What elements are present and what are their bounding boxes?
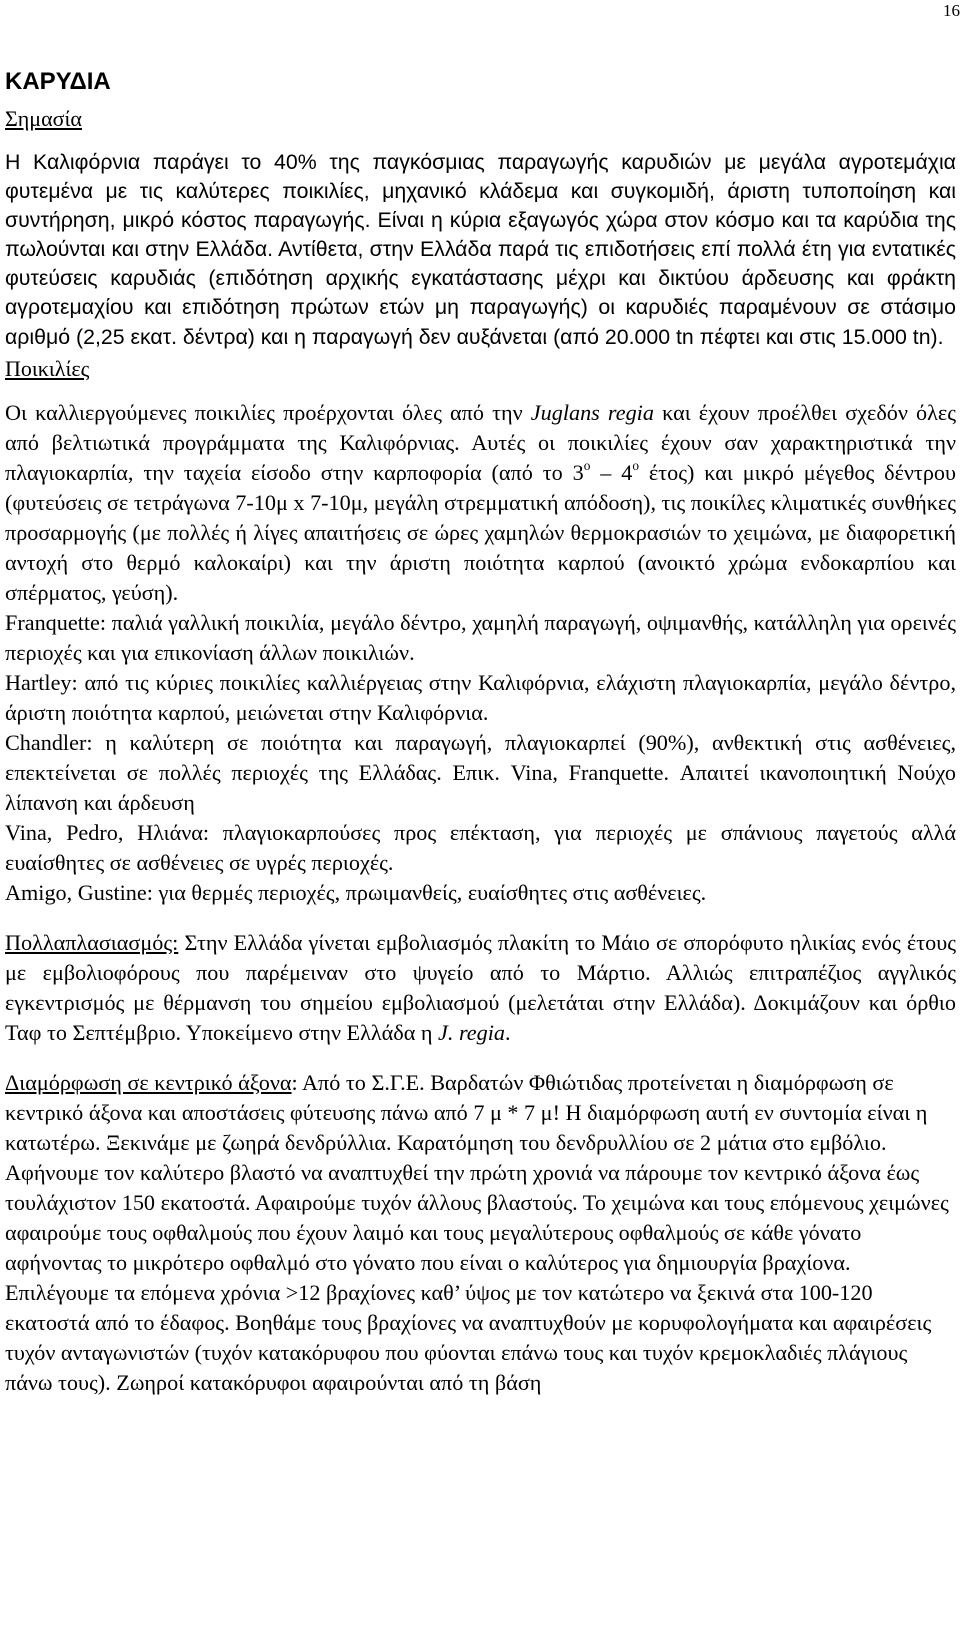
variety-item: Amigo, Gustine: για θερμές περιοχές, πρωιμανθείς, ευαίσθητες στις ασθένειες. [5, 879, 707, 905]
section-heading-varieties: Ποικιλίες [5, 355, 90, 381]
importance-paragraph: Η Καλιφόρνια παράγει το 40% της παγκόσμιας παραγωγής καρυδιών με μεγάλα αγροτεμάχια φυτεμένα με τις καλύτερες ποικιλίες, μηχανικό κλάδεμα και συγκομιδή, άριστη τυποποίηση και συντήρηση, μικρό κόστος παραγωγής. Είναι η κύρια εξαγωγός χώρα στον κόσμο και τα καρύδια της πωλούνται και στην Ελλάδα. Αντίθετα, στην Ελλάδα παρά τις επιδοτήσεις επί πολλά έτη για εντατικές φυτεύσεις καρυδιάς (επιδότηση αρχικής εγκατάστασης μέχρι και δικτύου άρδευσης και φράκτη αγροτεμαχίου και επιδότηση πρώτων ετών μη παραγωγής) οι καρυδιές παραμένουν σε στάσιμο αριθμό (2,25 εκατ. δέντρα) και η παραγωγή δεν αυξάνεται (από 20.000 tn πέφτει και στις 15.000 tn). [5, 150, 956, 349]
training-paragraph: Διαμόρφωση σε κεντρικό άξονα: Από το Σ.Γ.Ε. Βαρδατών Φθιώτιδας προτείνεται η διαμόρφωση σε κεντρικό άξονα και αποστάσεις φύτευσης πάνω από 7 μ * 7 μ! Η διαμόρφωση αυτή εν συντομία είναι η κατωτέρω. Ξεκινάμε με ζωηρά δενδρύλλια. Καρατόμηση του δενδρυλλίου σε 2 μάτια στο εμβόλιο. Αφήνουμε τον καλύτερο βλαστό να αναπτυχθεί την πρώτη χρονιά να πάρουμε τον κεντρικό άξονα έως τουλάχιστον 150 εκατοστά. Αφαιρούμε τυχόν άλλους βλαστούς. Το χειμώνα και τους επόμενους χειμώνες αφαιρούμε τους οφθαλμούς που έχουν λαιμό και τους μεγαλύτερους οφθαλμούς σε κάθε γόνατο αφήνοντας το μικρότερο οφθαλμό στο γόνατο που είναι ο καλύτερος για δημιουργία βραχίονα. Επιλέγουμε τα επόμενα χρόνια >12 βραχίονες καθ’ ύψος με τον κατώτερο να ξεκινά στα 100-120 εκατοστά από το έδαφος. Βοηθάμε τους βραχίονες να αναπτυχθούν με κορυφολογήματα και αφαιρέσεις τυχόν ανταγωνιστών (τυχόν κατακόρυφου που φύονται επάνω τους και τυχόν κρεμοκλαδιές πλάγιους πάνω τους). Ζωηροί κατακόρυφοι αφαιρούνται από τη βάση [5, 1069, 949, 1395]
document-title: ΚΑΡΥΔΙΑ [5, 68, 111, 95]
propagation-paragraph: Πολλαπλασιασμός: Στην Ελλάδα γίνεται εμβολιασμός πλακίτη το Μάιο σε σπορόφυτο ηλικίας ενός έτους με εμβολιοφόρους που παρέμειναν στο ψυγείο από το Μάρτιο. Αλλιώς επιτραπέζιος αγγλικός εγκεντρισμός με θέρμανση του σημείου εμβολιασμού (μελετάται στην Ελλάδα). Δοκιμάζουν και όρθιο Ταφ το Σεπτέμβριο. Υποκείμενο στην Ελλάδα η J. regia. [5, 929, 956, 1045]
varieties-intro-paragraph: Οι καλλιεργούμενες ποικιλίες προέρχονται όλες από την Juglans regia και έχουν προέλθει σχεδόν όλες από βελτιωτικά προγράμματα της Καλιφόρνιας. Αυτές οι ποικιλίες έχουν σαν χαρακτηριστικά την πλαγιοκαρπία, την ταχεία είσοδο στην καρποφορία (από το $3^o - 4^o$ έτος) και μικρό μέγεθος δέντρου (φυτεύσεις σε τετράγωνα 7-10μ x 7-10μ, μεγάλη στρεμματική απόδοση), τις ποικίλες κλιματικές συνθήκες προσαρμογής (με πολλές ή λίγες απαιτήσεις σε ώρες χαμηλών θερμοκρασιών το χειμώνα, με διαφορετική αντοχή στο θερμό καλοκαίρι) και την άριστη ποιότητα καρπού (ανοικτό χρώμα ενδοκαρπίου και σπέρματος, γεύση). [5, 399, 957, 605]
section-heading-training: Διαμόρφωση σε κεντρικό άξονα [5, 1069, 292, 1095]
section-heading-importance: Σημασία [5, 106, 82, 131]
document-body [5, 62, 956, 1398]
section-heading-propagation: Πολλαπλασιασμός: [5, 929, 179, 955]
variety-item: Chandler: η καλύτερη σε ποιότητα και παραγωγή, πλαγιοκαρπεί (90%), ανθεκτική στις ασθένειες, επεκτείνεται σε πολλές περιοχές της Ελλάδας. Επικ. Vina, Franquette. Απαιτεί ικανοποιητική Νούχο λίπανση και άρδευση [5, 729, 956, 815]
page-number: 16 [943, 1, 960, 20]
variety-item: Hartley: από τις κύριες ποικιλίες καλλιέργειας στην Καλιφόρνια, ελάχιστη πλαγιοκαρπία, μεγάλο δέντρο, άριστη ποιότητα καρπού, μειώνεται στην Καλιφόρνια. [5, 669, 956, 725]
variety-item: Franquette: παλιά γαλλική ποικιλία, μεγάλο δέντρο, χαμηλή παραγωγή, οψιμανθής, κατάλληλη για ορεινές περιοχές και για επικονίαση άλλων ποικιλιών. [5, 609, 956, 665]
variety-item: Vina, Pedro, Ηλιάνα: πλαγιοκαρπούσες προς επέκταση, για περιοχές με σπάνιους παγετούς αλλά ευαίσθητες σε ασθένειες σε υγρές περιοχές. [5, 819, 956, 875]
